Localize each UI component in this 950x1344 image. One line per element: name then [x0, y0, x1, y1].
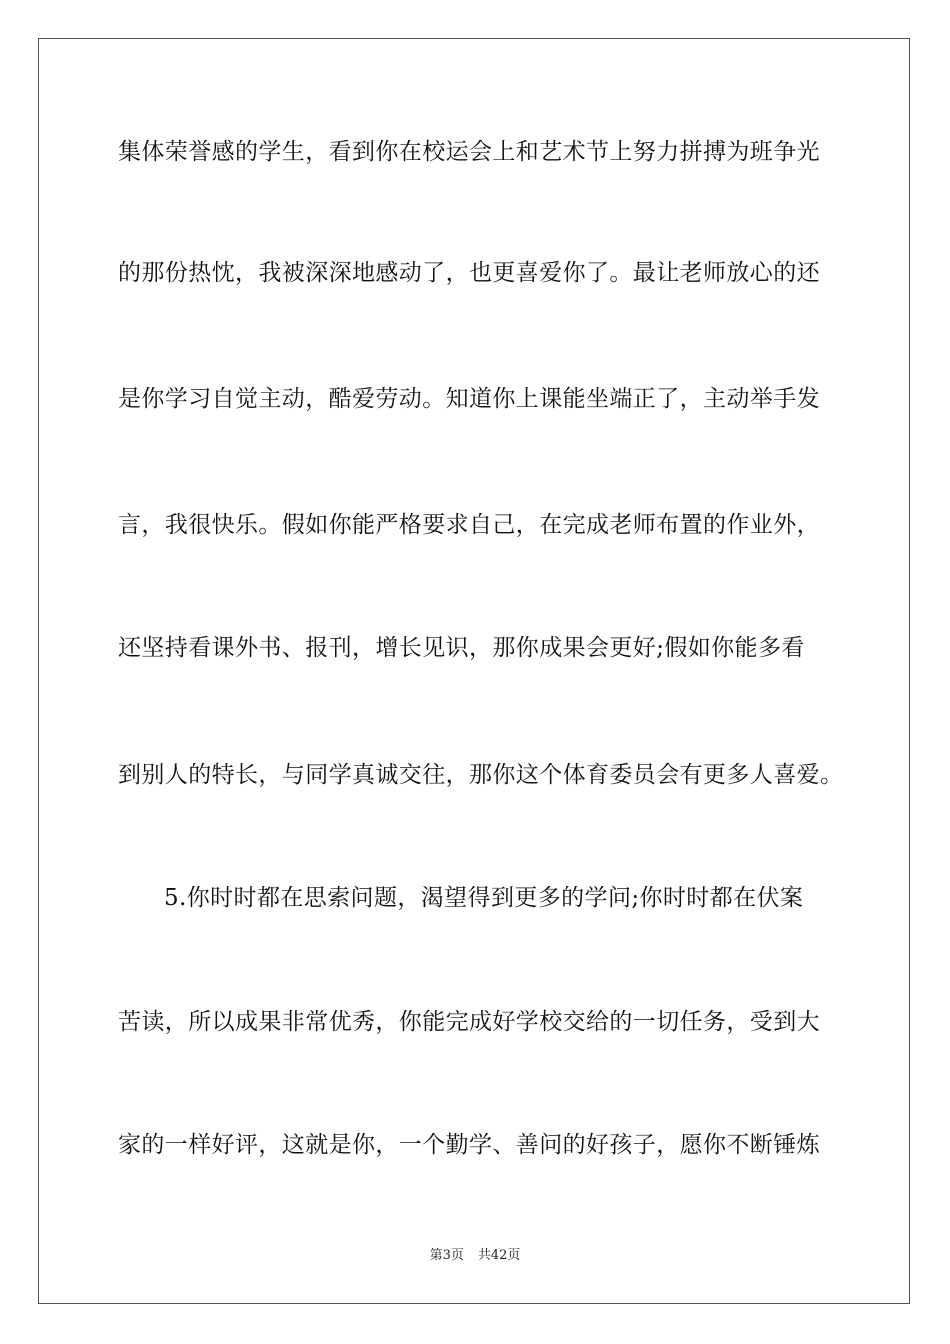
body-text-line: 集体荣誉感的学生，看到你在校运会上和艺术节上努力拼搏为班争光 — [118, 139, 820, 165]
body-text-line: 苦读，所以成果非常优秀，你能完成好学校交给的一切任务，受到大 — [118, 1009, 820, 1035]
body-text-line: 是你学习自觉主动，酷爱劳动。知道你上课能坐端正了，主动举手发 — [118, 386, 820, 412]
page-total: 共42页 — [477, 1248, 521, 1263]
body-text-line: 的那份热忱，我被深深地感动了，也更喜爱你了。最让老师放心的还 — [118, 260, 820, 286]
page-footer — [0, 1247, 950, 1265]
page-border — [38, 38, 910, 1304]
body-text-line: 到别人的特长，与同学真诚交往，那你这个体育委员会有更多人喜爱。 — [118, 762, 844, 788]
body-text-line: 家的一样好评，这就是你，一个勤学、善问的好孩子，愿你不断锤炼 — [118, 1132, 820, 1158]
body-text-line: 5.你时时都在思索问题，渴望得到更多的学问;你时时都在伏案 — [164, 885, 804, 911]
body-text-line: 言，我很快乐。假如你能严格要求自己，在完成老师布置的作业外， — [118, 512, 820, 538]
page-number: 第3页 — [429, 1248, 464, 1263]
body-text-line: 还坚持看课外书、报刊，增长见识，那你成果会更好;假如你能多看 — [118, 635, 805, 661]
